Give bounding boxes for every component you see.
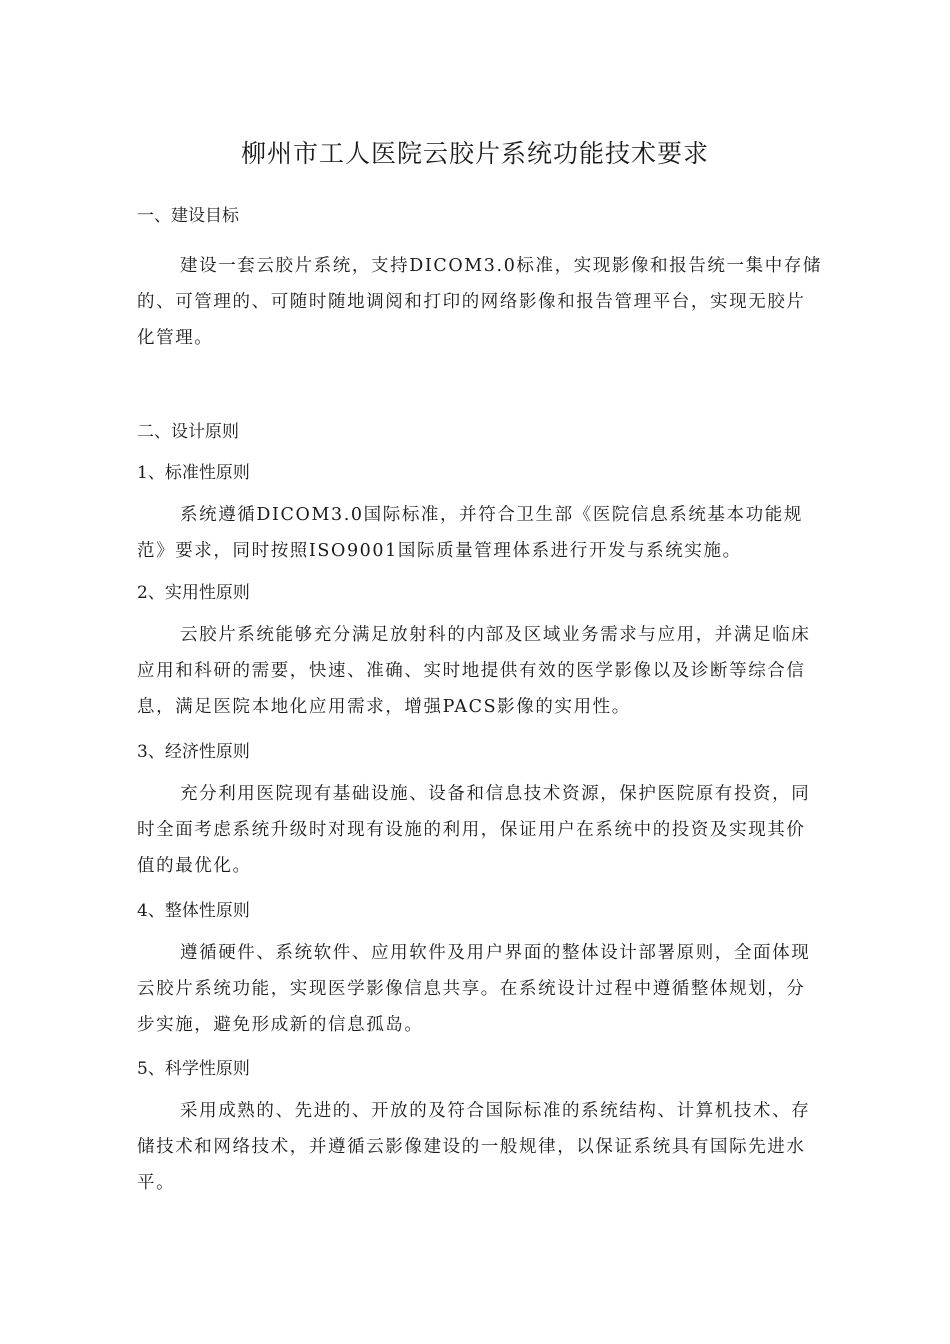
paragraph-line: 应用和科研的需要，快速、准确、实时地提供有效的医学影像以及诊断等综合信: [137, 661, 806, 681]
paragraph-line: 范》要求，同时按照ISO9001国际质量管理体系进行开发与系统实施。: [137, 541, 742, 561]
paragraph-line: 平。: [137, 1173, 176, 1193]
subheading-integrity-principle: 4、整体性原则: [137, 901, 250, 921]
subheading-economy-principle: 3、经济性原则: [137, 742, 250, 762]
paragraph-construction-goal: [137, 248, 823, 356]
paragraph-integrity-principle: [137, 935, 817, 1043]
paragraph-line: 遵循硬件、系统软件、应用软件及用户界面的整体设计部署原则，全面体现: [180, 943, 811, 963]
subheading-practicality-principle: 2、实用性原则: [137, 583, 250, 603]
paragraph-practicality-principle: [137, 617, 817, 725]
paragraph-line: 化管理。: [137, 328, 214, 348]
paragraph-line: 的、可管理的、可随时随地调阅和打印的网络影像和报告管理平台，实现无胶片: [137, 292, 806, 312]
section-heading-design-principles: 二、设计原则: [137, 422, 239, 442]
paragraph-line: 步实施，避免形成新的信息孤岛。: [137, 1015, 424, 1035]
document-title: 柳州市工人医院云胶片系统功能技术要求: [240, 139, 709, 168]
paragraph-line: 息，满足医院本地化应用需求，增强PACS影像的实用性。: [137, 697, 631, 717]
paragraph-line: 建设一套云胶片系统，支持DICOM3.0标准，实现影像和报告统一集中存储: [180, 256, 823, 276]
subheading-scientific-principle: 5、科学性原则: [137, 1059, 250, 1079]
paragraph-line: 充分利用医院现有基础设施、设备和信息技术资源，保护医院原有投资，同: [180, 784, 811, 804]
paragraph-line: 云胶片系统功能，实现医学影像信息共享。在系统设计过程中遵循整体规划，分: [137, 979, 806, 999]
paragraph-line: 系统遵循DICOM3.0国际标准，并符合卫生部《医院信息系统基本功能规: [180, 505, 803, 525]
subheading-standardization-principle: 1、标准性原则: [137, 463, 250, 483]
paragraph-economy-principle: [137, 776, 817, 884]
paragraph-standardization-principle: [137, 497, 817, 569]
paragraph-line: 时全面考虑系统升级时对现有设施的利用，保证用户在系统中的投资及实现其价: [137, 820, 806, 840]
paragraph-scientific-principle: [137, 1093, 817, 1201]
paragraph-line: 储技术和网络技术，并遵循云影像建设的一般规律，以保证系统具有国际先进水: [137, 1137, 806, 1157]
paragraph-line: 云胶片系统能够充分满足放射科的内部及区域业务需求与应用，并满足临床: [180, 625, 811, 645]
paragraph-line: 值的最优化。: [137, 856, 252, 876]
paragraph-line: 采用成熟的、先进的、开放的及符合国际标准的系统结构、计算机技术、存: [180, 1101, 811, 1121]
section-heading-construction-goal: 一、建设目标: [137, 206, 239, 226]
